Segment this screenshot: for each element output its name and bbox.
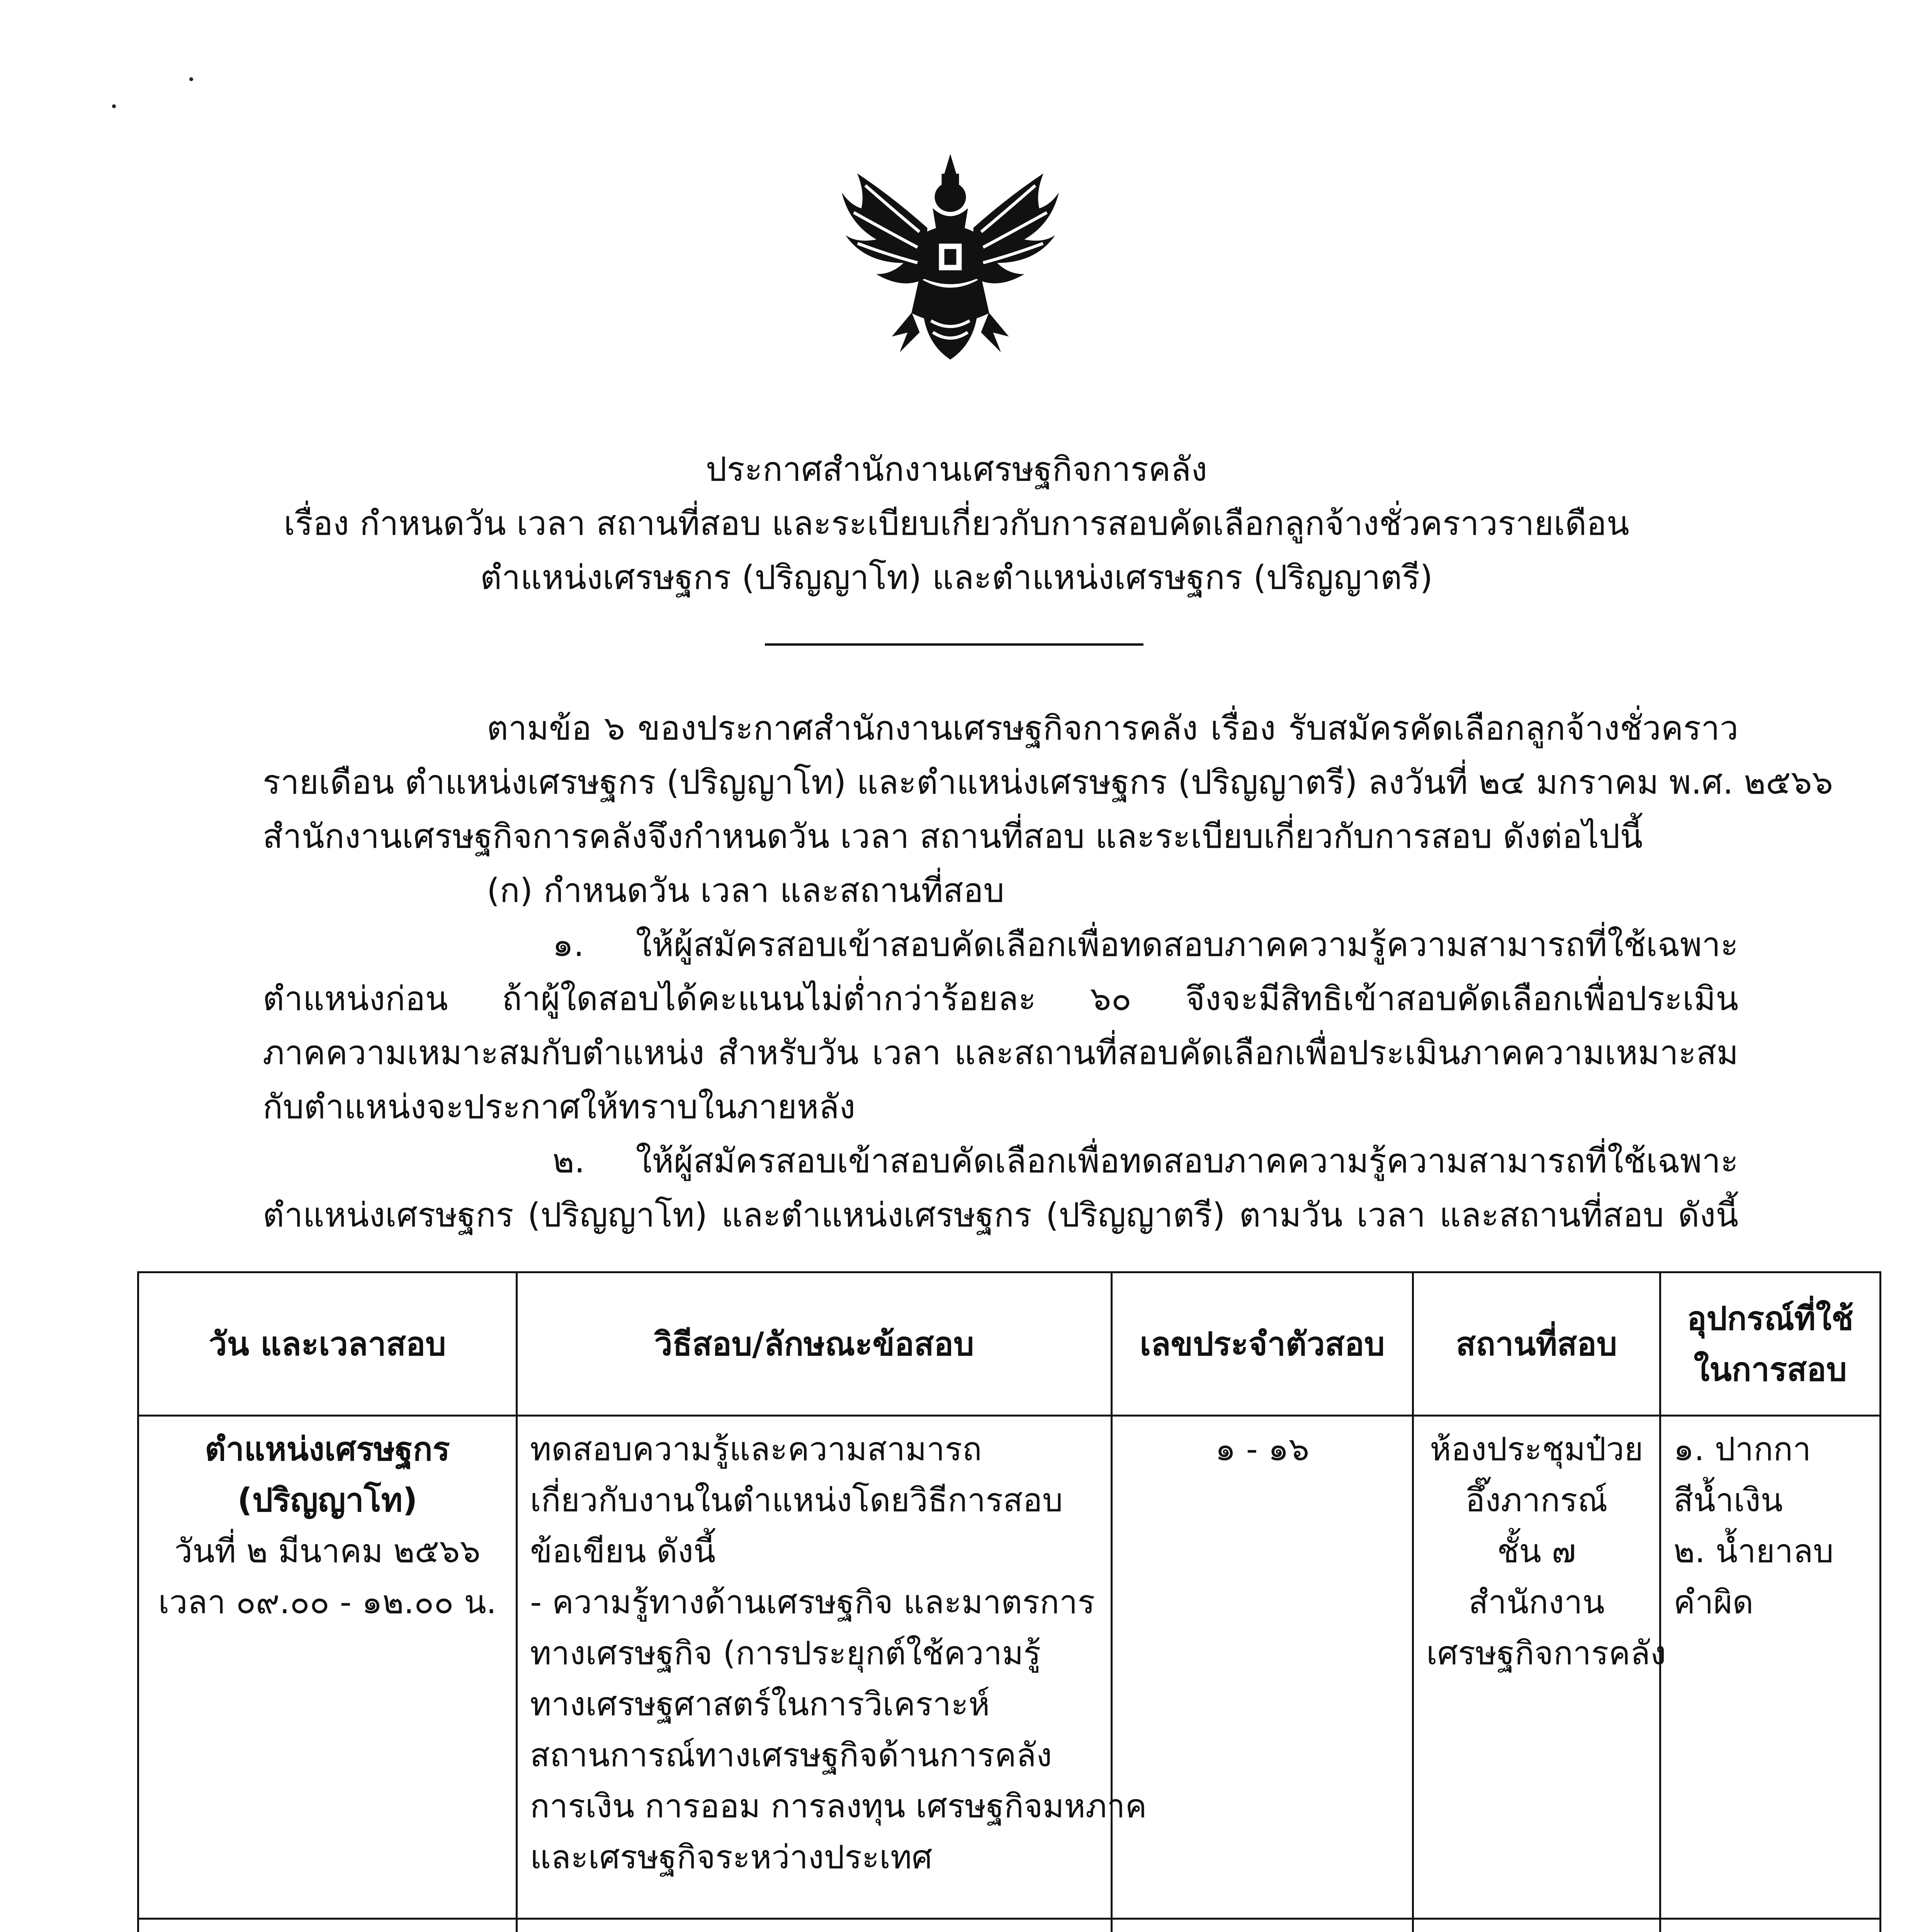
exam-id-cell: ๑ - ๑๖ bbox=[1112, 1416, 1413, 1919]
table-row bbox=[138, 1416, 1881, 1919]
exam-id-cell bbox=[1112, 1919, 1413, 1932]
equipment-line: สีน้ำเงิน bbox=[1673, 1481, 1783, 1519]
header-location: สถานที่สอบ bbox=[1413, 1272, 1660, 1416]
section-a-heading: (ก) กำหนดวัน เวลา และสถานที่สอบ bbox=[487, 871, 1005, 910]
item-1-line-3: ภาคความเหมาะสมกับตำแหน่ง สำหรับวัน เวลา และสถานที่สอบคัดเลือกเพื่อประเมินภาคความเหมาะสม bbox=[263, 1034, 1738, 1072]
method-line: ข้อเขียน ดังนี้ bbox=[530, 1532, 716, 1570]
method-line: และเศรษฐกิจระหว่างประเทศ bbox=[530, 1838, 933, 1876]
method-line: สถานการณ์ทางเศรษฐกิจด้านการคลัง bbox=[530, 1736, 1052, 1774]
position-name: ตำแหน่งเศรษฐกร bbox=[205, 1430, 450, 1468]
equipment-line: คำผิด bbox=[1673, 1583, 1754, 1621]
method-cell bbox=[517, 1919, 1112, 1932]
equipment-line bbox=[1673, 1927, 1867, 1932]
date-time-cell bbox=[138, 1416, 517, 1919]
paragraph-1-line-3: สำนักงานเศรษฐกิจการคลังจึงกำหนดวัน เวลา สถานที่สอบ และระเบียบเกี่ยวกับการสอบ ดังต่อไปนี้ bbox=[263, 817, 1643, 856]
method-line: ทางเศรษฐศาสตร์ในการวิเคราะห์ bbox=[530, 1685, 990, 1723]
location-line: สำนักงาน bbox=[1468, 1583, 1605, 1621]
location-line: ชั้น ๗ bbox=[1497, 1532, 1576, 1570]
garuda-emblem-icon bbox=[834, 151, 1066, 367]
location-cell bbox=[1413, 1919, 1660, 1932]
header-equipment-line: ในการสอบ bbox=[1694, 1350, 1847, 1388]
header-exam-id: เลขประจำตัวสอบ bbox=[1112, 1272, 1413, 1416]
item-1-line-2: ตำแหน่งก่อน ถ้าผู้ใดสอบได้คะแนนไม่ต่ำกว่าร้อยละ ๖๐ จึงจะมีสิทธิเข้าสอบคัดเลือกเพื่อประเมิน bbox=[263, 980, 1738, 1018]
item-2-line-2: ตำแหน่งเศรษฐกร (ปริญญาโท) และตำแหน่งเศรษฐกร (ปริญญาตรี) ตามวัน เวลา และสถานที่สอบ ดังนี้ bbox=[263, 1196, 1738, 1235]
position-name bbox=[151, 1927, 503, 1932]
equipment-line: ๑. ปากกา bbox=[1673, 1430, 1811, 1468]
table-row bbox=[138, 1919, 1881, 1932]
method-line: ทดสอบความรู้และความสามารถ bbox=[530, 1430, 982, 1468]
header-equipment bbox=[1660, 1272, 1881, 1416]
header-equipment-line: อุปกรณ์ที่ใช้ bbox=[1687, 1299, 1854, 1337]
method-line bbox=[530, 1927, 1098, 1932]
exam-schedule-table bbox=[137, 1271, 1881, 1932]
method-cell bbox=[517, 1416, 1147, 1919]
announcement-positions: ตำแหน่งเศรษฐกร (ปริญญาโท) และตำแหน่งเศรษฐกร (ปริญญาตรี) bbox=[480, 558, 1433, 597]
header-method: วิธีสอบ/ลักษณะข้อสอบ bbox=[517, 1272, 1112, 1416]
equipment-cell bbox=[1660, 1919, 1881, 1932]
announcement-title: ประกาศสำนักงานเศรษฐกิจการคลัง bbox=[705, 450, 1208, 489]
location-line: ห้องประชุมป๋วย bbox=[1430, 1430, 1643, 1468]
location-line bbox=[1426, 1927, 1647, 1932]
announcement-subject: เรื่อง กำหนดวัน เวลา สถานที่สอบ และระเบียบเกี่ยวกับการสอบคัดเลือกลูกจ้างชั่วคราวรายเดือน bbox=[284, 504, 1629, 543]
location-line: เศรษฐกิจการคลัง bbox=[1426, 1634, 1666, 1672]
location-cell bbox=[1413, 1416, 1666, 1919]
header-date-time: วัน และเวลาสอบ bbox=[138, 1272, 517, 1416]
equipment-cell bbox=[1660, 1416, 1881, 1919]
method-line: เกี่ยวกับงานในตำแหน่งโดยวิธีการสอบ bbox=[530, 1481, 1063, 1519]
paragraph-1-line-1: ตามข้อ ๖ ของประกาศสำนักงานเศรษฐกิจการคลัง เรื่อง รับสมัครคัดเลือกลูกจ้างชั่วคราว bbox=[487, 709, 1738, 748]
method-line: - ความรู้ทางด้านเศรษฐกิจ และมาตรการ bbox=[530, 1583, 1095, 1621]
method-line: การเงิน การออม การลงทุน เศรษฐกิจมหภาค bbox=[530, 1787, 1147, 1825]
item-2-line-1: ๒. ให้ผู้สมัครสอบเข้าสอบคัดเลือกเพื่อทดสอบภาคความรู้ความสามารถที่ใช้เฉพาะ bbox=[552, 1142, 1738, 1180]
exam-time: เวลา ๐๙.๐๐ - ๑๒.๐๐ น. bbox=[158, 1583, 497, 1621]
exam-date: วันที่ ๒ มีนาคม ๒๕๖๖ bbox=[174, 1532, 481, 1570]
paragraph-1-line-2: รายเดือน ตำแหน่งเศรษฐกร (ปริญญาโท) และตำแหน่งเศรษฐกร (ปริญญาตรี) ลงวันที่ ๒๔ มกราคม พ.ศ. ๒๕๖๖ bbox=[263, 763, 1833, 802]
title-divider bbox=[765, 643, 1143, 646]
method-line: ทางเศรษฐกิจ (การประยุกต์ใช้ความรู้ bbox=[530, 1634, 1041, 1672]
item-1-line-4: กับตำแหน่งจะประกาศให้ทราบในภายหลัง bbox=[263, 1088, 856, 1126]
item-1-line-1: ๑. ให้ผู้สมัครสอบเข้าสอบคัดเลือกเพื่อทดสอบภาคความรู้ความสามารถที่ใช้เฉพาะ bbox=[552, 925, 1738, 964]
position-degree: (ปริญญาโท) bbox=[237, 1481, 418, 1519]
table-header-row bbox=[138, 1272, 1881, 1416]
equipment-line: ๒. น้ำยาลบ bbox=[1673, 1532, 1834, 1570]
date-time-cell bbox=[138, 1919, 517, 1932]
location-line: อึ๊งภากรณ์ bbox=[1465, 1481, 1608, 1519]
